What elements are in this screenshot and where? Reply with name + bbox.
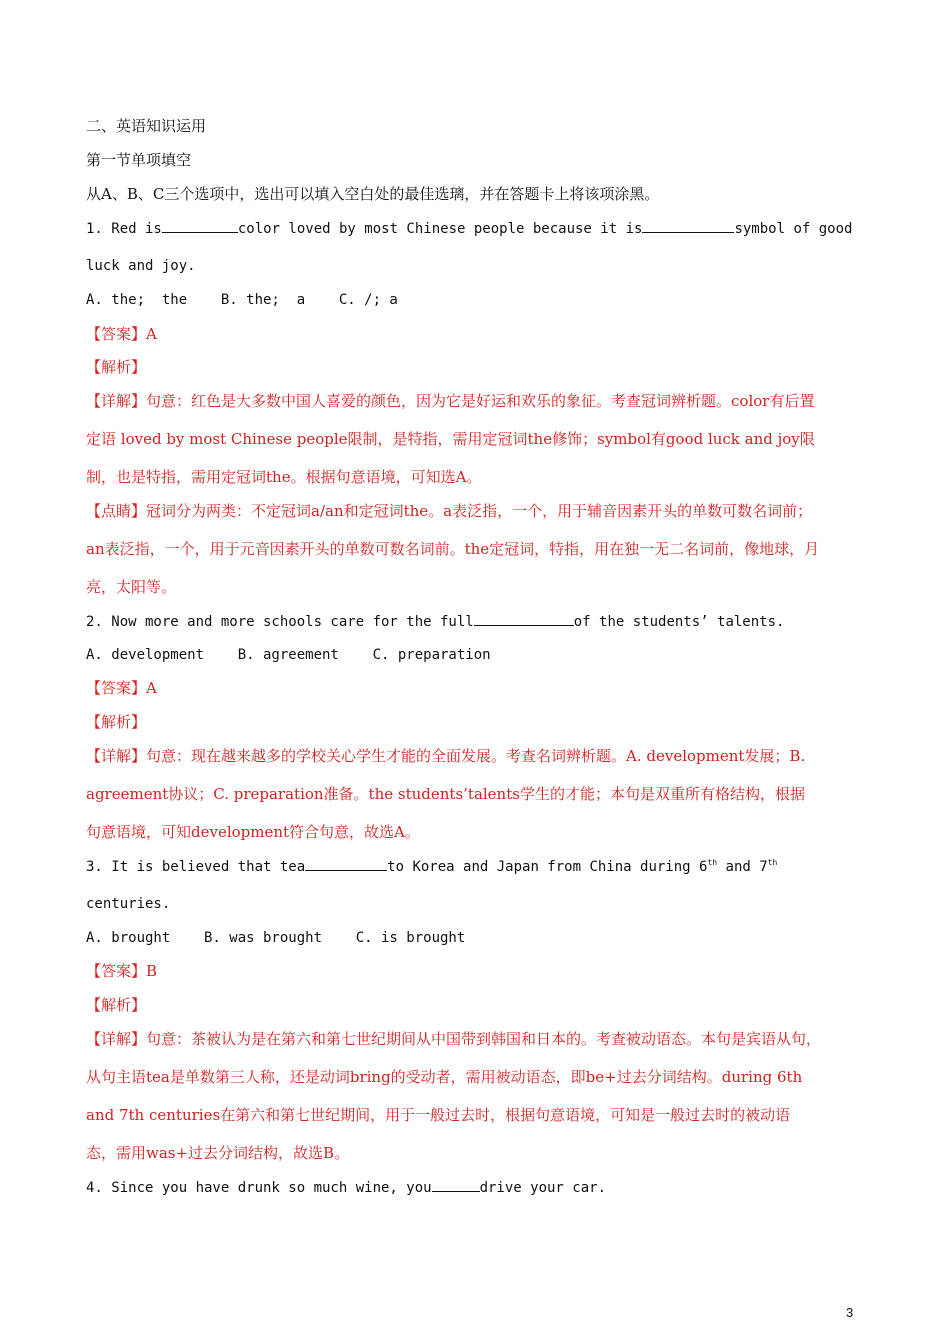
- q3-detail-line: 从句主语tea是单数第三人称，还是动词bring的受动者，需用被动语态，即be+过去分词结构。during 6th: [86, 1068, 803, 1086]
- q2-detail-line: 句意语境，可知development符合句意，故选A。: [86, 823, 420, 841]
- q4-blank: [432, 1177, 480, 1192]
- detail-tag: 【详解】: [86, 392, 147, 410]
- q1-stem-cont: luck and joy.: [86, 258, 196, 274]
- q2-options: A. development B. agreement C. preparation: [86, 647, 491, 663]
- q1-blank-1: [162, 218, 238, 233]
- q2-blank: [474, 611, 574, 626]
- q1-tip-line: 【点睛】冠词分为两类：不定冠词a/an和定冠词the。a表泛指，一个，用于辅音因素开头的单数可数名词前；: [86, 502, 813, 520]
- q1-detail-line: 【详解】句意：红色是大多数中国人喜爱的颜色，因为它是好运和欢乐的象征。考查冠词辨析题。color有后置: [86, 392, 815, 410]
- q1-options: A. the; the B. the; a C. /; a: [86, 292, 398, 308]
- q3-blank: [305, 856, 387, 871]
- q4-stem: 4. Since you have drunk so much wine, you drive your car.: [86, 1177, 606, 1198]
- subsection-title: 第一节单项填空: [86, 151, 192, 169]
- q3-stem: 3. It is believed that tea to Korea and Japan from China during 6th and 7th: [86, 858, 778, 875]
- q3-detail-line: and 7th centuries在第六和第七世纪期间，用于一般过去时，根据句意语境，可知是一般过去时的被动语: [86, 1106, 791, 1124]
- q1-detail-line: 定语 loved by most Chinese people限制，是特指，需用定冠词the修饰；symbol有good luck and joy限: [86, 430, 815, 448]
- q1-blank-2: [642, 218, 734, 233]
- q1-detail-line: 制，也是特指，需用定冠词the。根据句意语境，可知选A。: [86, 468, 482, 486]
- q3-stem-cont: centuries.: [86, 896, 171, 912]
- q3-options: A. brought B. was brought C. is brought: [86, 930, 466, 946]
- q1-tip-line: an表泛指，一个，用于元音因素开头的单数可数名词前。the定冠词，特指，用在独一无二名词前，像地球，月: [86, 540, 820, 558]
- q3-detail-line: 态，需用was+过去分词结构，故选B。: [86, 1144, 350, 1162]
- q1-tip-line: 亮，太阳等。: [86, 578, 177, 596]
- tip-tag: 【点睛】: [86, 502, 147, 520]
- section-title: 二、英语知识运用: [86, 117, 207, 135]
- instruction-text: 从A、B、C三个选项中，选出可以填入空白处的最佳选璃，并在答题卡上将该项涂黑。: [86, 185, 660, 203]
- q3-answer: 【答案】B: [86, 962, 158, 980]
- q3-analysis-label: 【解析】: [86, 996, 147, 1014]
- q2-detail-line: 【详解】句意：现在越来越多的学校关心学生才能的全面发展。考查名词辨析题。A. development发展；B.: [86, 747, 806, 765]
- page-number: 3: [846, 1305, 854, 1320]
- q2-detail-line: agreement协议；C. preparation准备。the students’talents学生的才能；本句是双重所有格结构，根据: [86, 785, 805, 803]
- q3-detail-line: 【详解】句意：茶被认为是在第六和第七世纪期间从中国带到韩国和日本的。考查被动语态。本句是宾语从句，: [86, 1030, 822, 1048]
- q1-answer: 【答案】A: [86, 325, 157, 343]
- detail-tag: 【详解】: [86, 1030, 147, 1048]
- detail-tag: 【详解】: [86, 747, 147, 765]
- q2-analysis-label: 【解析】: [86, 713, 147, 731]
- q1-stem: 1. Red is color loved by most Chinese people because it is symbol of good: [86, 218, 852, 239]
- q1-analysis-label: 【解析】: [86, 358, 147, 376]
- q2-answer: 【答案】A: [86, 679, 157, 697]
- q2-stem: 2. Now more and more schools care for the full of the students’ talents.: [86, 611, 784, 632]
